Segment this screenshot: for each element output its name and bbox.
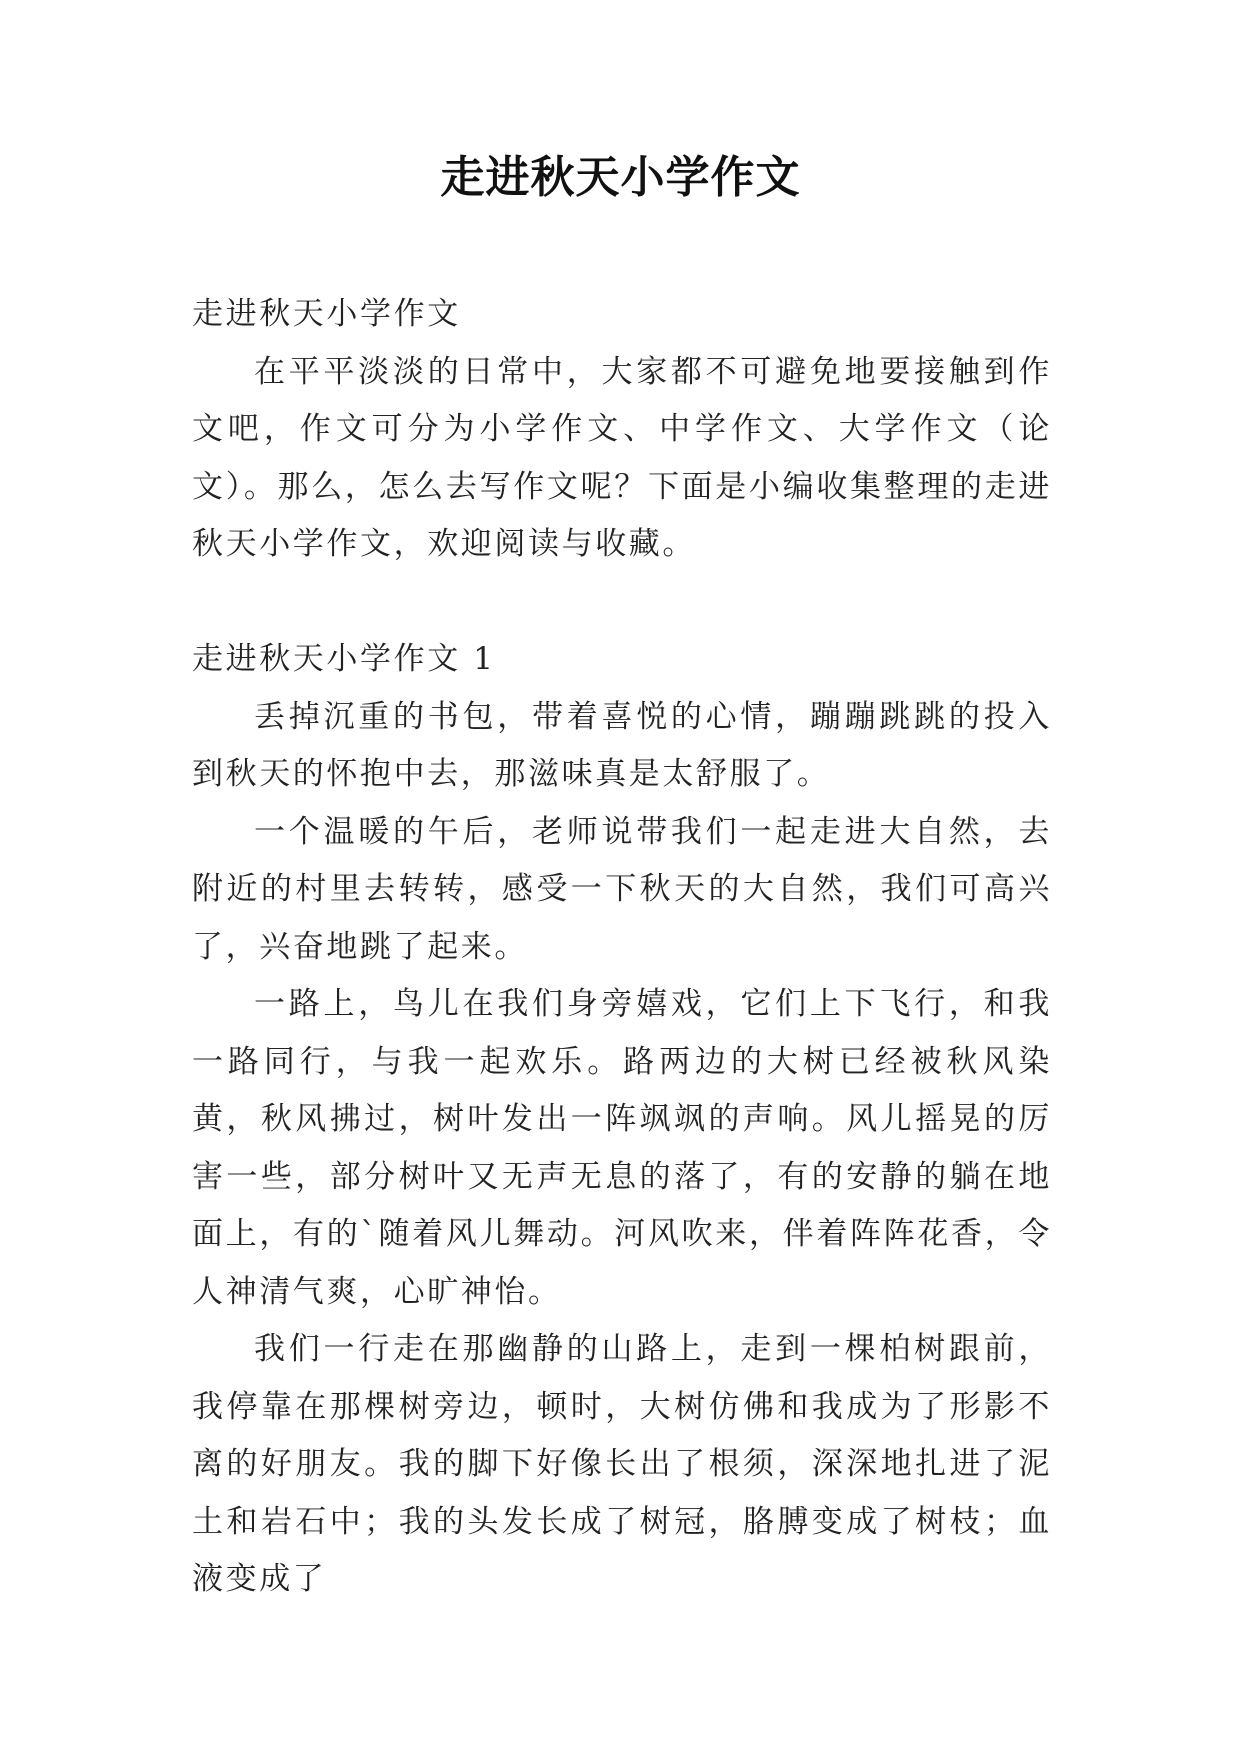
section-spacer <box>192 574 1052 632</box>
body-paragraph-2: 一个温暖的午后，老师说带我们一起走进大自然，去附近的村里去转转，感受一下秋天的大自然，我们可高兴了，兴奋地跳了起来。 <box>192 813 1052 965</box>
intro-paragraph: 在平平淡淡的日常中，大家都不可避免地要接触到作文吧，作文可分为小学作文、中学作文、大学作文（论文）。那么，怎么去写作文呢？下面是小编收集整理的走进秋天小学作文，欢迎阅读与收藏。 <box>192 353 1052 562</box>
body-paragraph-4: 我们一行走在那幽静的山路上，走到一棵柏树跟前，我停靠在那棵树旁边，顿时，大树仿佛和我成为了形影不离的好朋友。我的脚下好像长出了根须，深深地扎进了泥土和岩石中；我的头发长成了树冠，胳膊变成了树枝；血液变成了 <box>192 1331 1052 1597</box>
section-heading: 走进秋天小学作文 1 <box>192 641 496 677</box>
document-title: 走进秋天小学作文 <box>440 152 801 203</box>
intro-heading: 走进秋天小学作文 <box>192 296 461 332</box>
body-paragraph-1: 丢掉沉重的书包，带着喜悦的心情，蹦蹦跳跳的投入到秋天的怀抱中去，那滋味真是太舒服了。 <box>192 698 1052 792</box>
body-paragraph-3: 一路上，鸟儿在我们身旁嬉戏，它们上下飞行，和我一路同行，与我一起欢乐。路两边的大树已经被秋风染黄，秋风拂过，树叶发出一阵飒飒的声响。风儿摇晃的厉害一些，部分树叶又无声无息的落了，有的安静的躺在地面上，有的`随着风儿舞动。河风吹来，伴着阵阵花香，令人神清气爽，心旷神怡。 <box>192 986 1052 1310</box>
document-body <box>192 286 1052 1609</box>
